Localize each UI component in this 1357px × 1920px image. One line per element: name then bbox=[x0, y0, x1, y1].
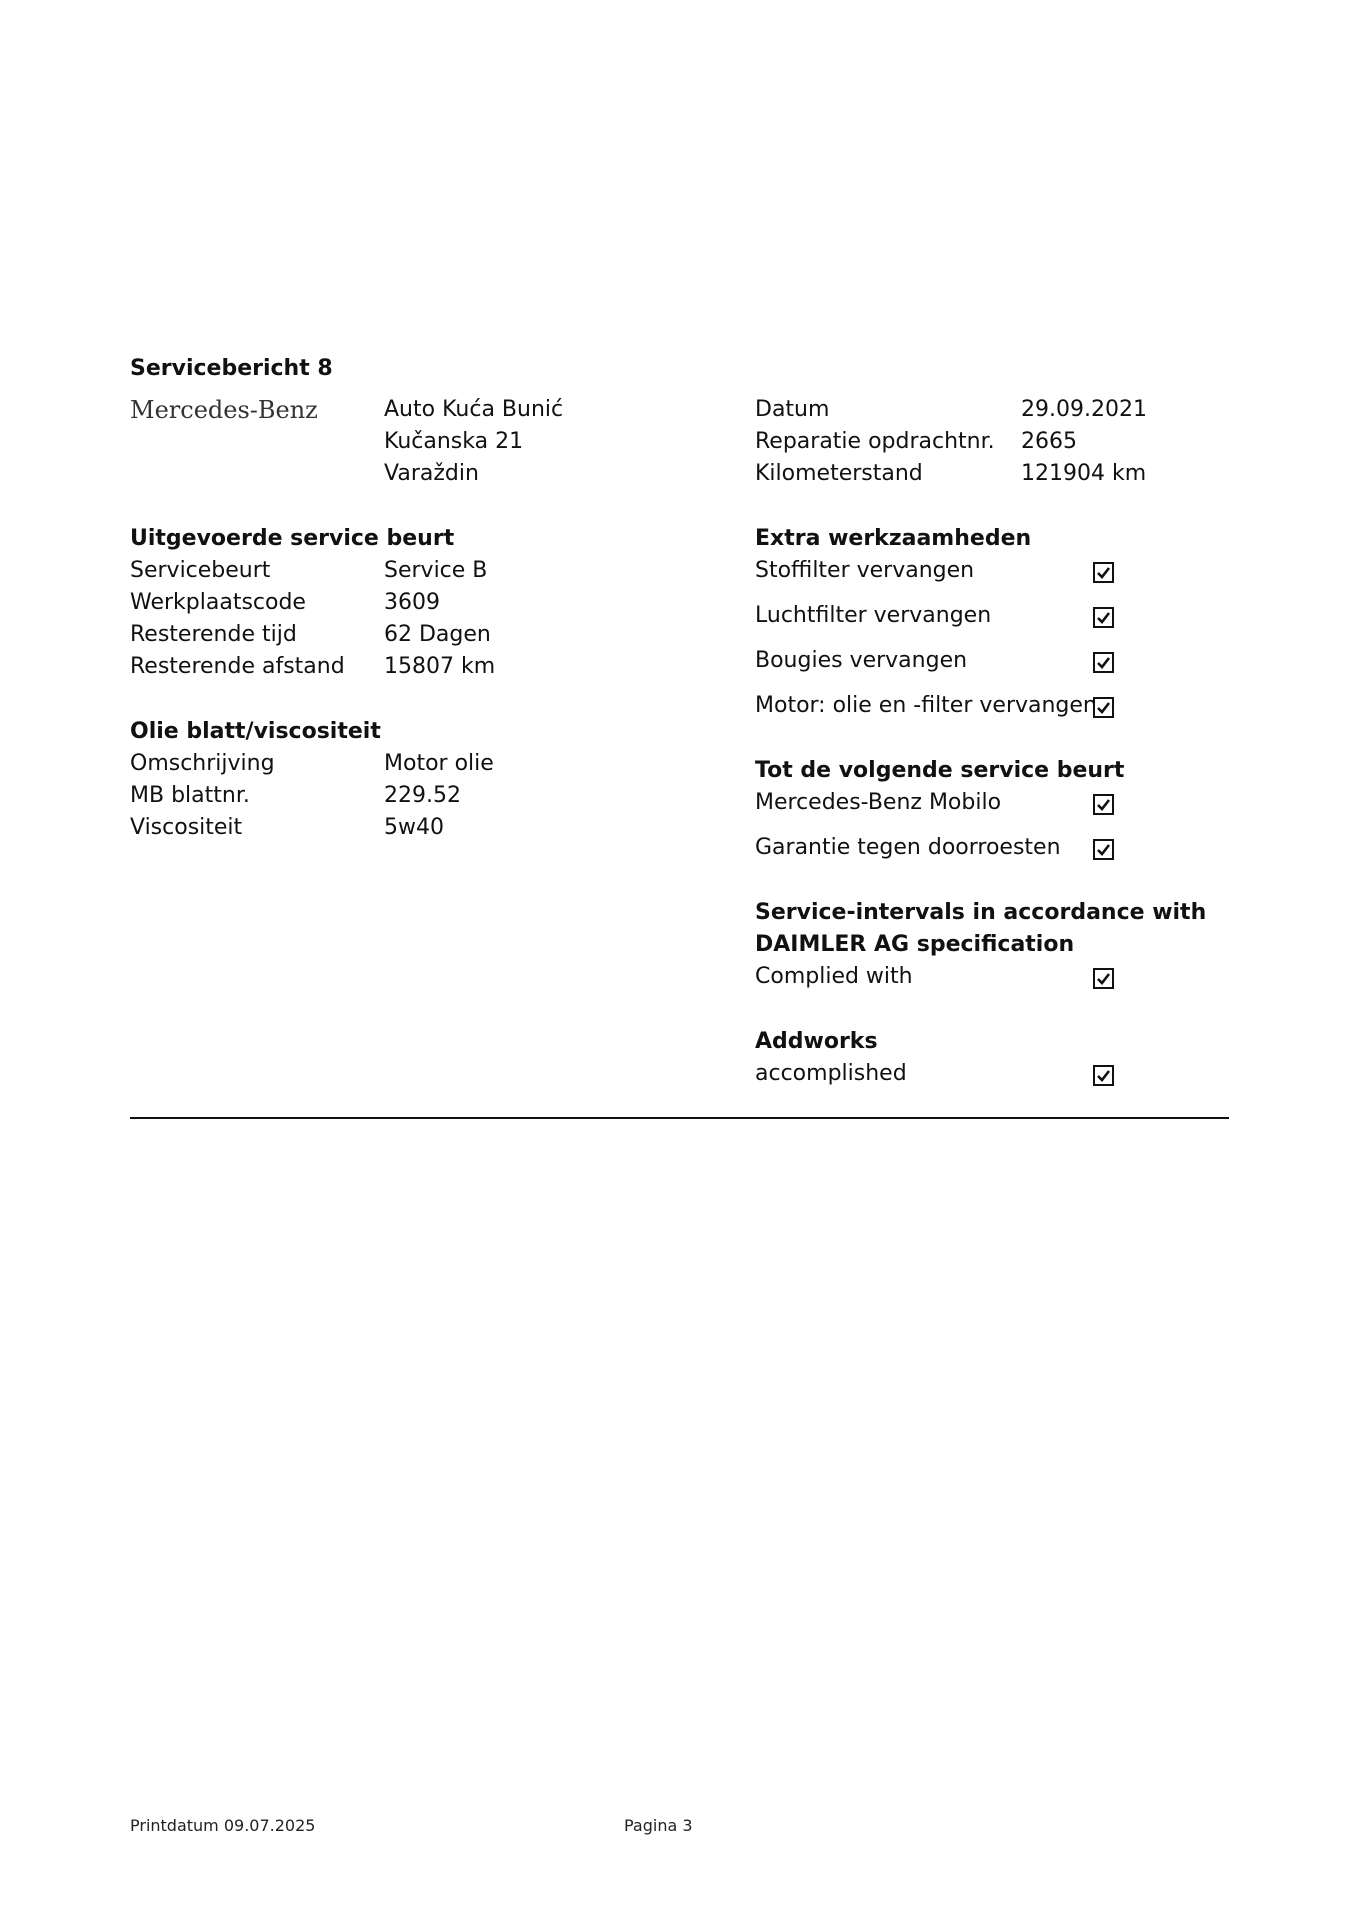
extra-heading: Extra werkzaamheden bbox=[755, 526, 1032, 551]
checkbox-checked-icon bbox=[1093, 1065, 1114, 1086]
oil-row-value: 229.52 bbox=[384, 783, 461, 808]
meta-date-value: 29.09.2021 bbox=[1021, 397, 1147, 422]
brand-logo-text: Mercedes-Benz bbox=[130, 396, 318, 424]
service-row-value: 62 Dagen bbox=[384, 622, 491, 647]
checkbox-checked-icon bbox=[1093, 839, 1114, 860]
report-title: Servicebericht 8 bbox=[130, 356, 333, 381]
oil-row-value: Motor olie bbox=[384, 751, 494, 776]
dealer-city: Varaždin bbox=[384, 461, 479, 486]
dealer-name: Auto Kuća Bunić bbox=[384, 397, 564, 422]
checkbox-checked-icon bbox=[1093, 652, 1114, 673]
oil-row-value: 5w40 bbox=[384, 815, 444, 840]
oil-row-label: Viscositeit bbox=[130, 815, 243, 840]
checkbox-checked-icon bbox=[1093, 968, 1114, 989]
checkbox-checked-icon bbox=[1093, 607, 1114, 628]
service-row-label: Resterende tijd bbox=[130, 622, 297, 647]
meta-date-label: Datum bbox=[755, 397, 830, 422]
next-heading: Tot de volgende service beurt bbox=[755, 758, 1125, 783]
meta-mileage-value: 121904 km bbox=[1021, 461, 1147, 486]
service-row-value: 15807 km bbox=[384, 654, 496, 679]
service-row-value: 3609 bbox=[384, 590, 440, 615]
service-row-label: Werkplaatscode bbox=[130, 590, 306, 615]
oil-row-label: Omschrijving bbox=[130, 751, 275, 776]
extra-item-label: Luchtfilter vervangen bbox=[755, 603, 992, 628]
intervals-heading-line1: Service-intervals in accordance with bbox=[755, 900, 1207, 925]
service-row-label: Servicebeurt bbox=[130, 558, 271, 583]
section-divider bbox=[130, 1117, 1229, 1119]
checkbox-checked-icon bbox=[1093, 562, 1114, 583]
oil-row-label: MB blattnr. bbox=[130, 783, 250, 808]
service-heading: Uitgevoerde service beurt bbox=[130, 526, 455, 551]
meta-mileage-label: Kilometerstand bbox=[755, 461, 923, 486]
print-date: Printdatum 09.07.2025 bbox=[130, 1816, 316, 1835]
extra-item-label: Stoffilter vervangen bbox=[755, 558, 975, 583]
next-item-label: Garantie tegen doorroesten bbox=[755, 835, 1061, 860]
addworks-item-label: accomplished bbox=[755, 1061, 907, 1086]
intervals-item-label: Complied with bbox=[755, 964, 913, 989]
page-number: Pagina 3 bbox=[624, 1816, 693, 1835]
service-row-label: Resterende afstand bbox=[130, 654, 345, 679]
addworks-heading: Addworks bbox=[755, 1029, 878, 1054]
checkbox-checked-icon bbox=[1093, 697, 1114, 718]
oil-heading: Olie blatt/viscositeit bbox=[130, 719, 381, 744]
service-row-value: Service B bbox=[384, 558, 488, 583]
extra-item-label: Bougies vervangen bbox=[755, 648, 968, 673]
next-item-label: Mercedes-Benz Mobilo bbox=[755, 790, 1002, 815]
checkbox-checked-icon bbox=[1093, 794, 1114, 815]
dealer-street: Kučanska 21 bbox=[384, 429, 524, 454]
meta-order-label: Reparatie opdrachtnr. bbox=[755, 429, 995, 454]
meta-order-value: 2665 bbox=[1021, 429, 1077, 454]
extra-item-label: Motor: olie en -filter vervangen bbox=[755, 693, 1097, 718]
intervals-heading-line2: DAIMLER AG specification bbox=[755, 932, 1075, 957]
